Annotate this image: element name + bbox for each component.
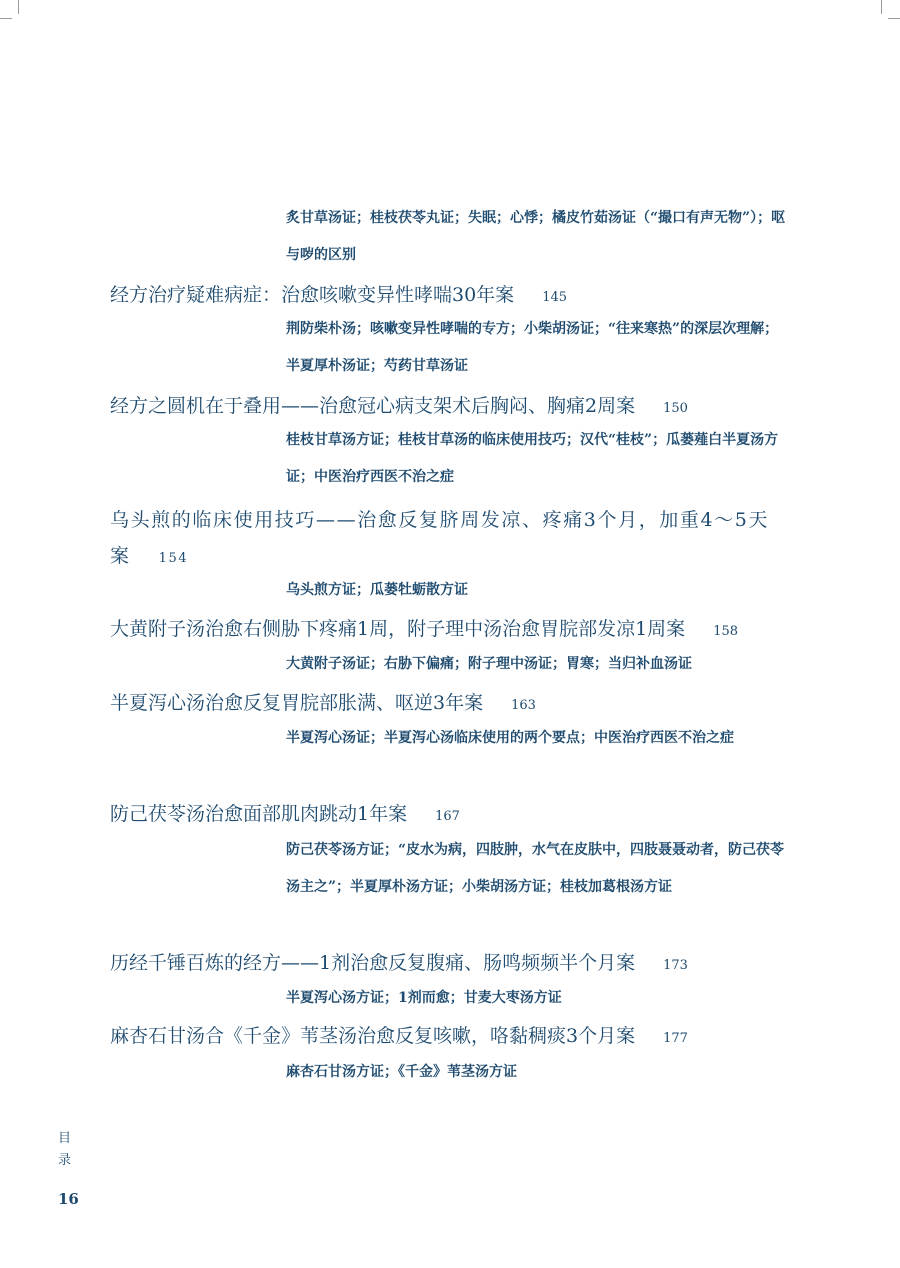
toc-page-number: 158: [713, 624, 739, 639]
toc-entry-title[interactable]: [110, 502, 788, 577]
toc-entry-title[interactable]: [110, 391, 788, 424]
toc-page-number: 145: [542, 290, 568, 305]
toc-page-number: 163: [511, 698, 536, 713]
toc-page-number: 150: [663, 401, 688, 416]
toc-entry-title-text: 半夏泻心汤治愈反复胃脘部胀满、呕逆3年案: [110, 692, 484, 714]
toc-entry-title[interactable]: [110, 614, 788, 647]
toc-entry-title[interactable]: [110, 1021, 788, 1054]
toc-entry-title-text: 大黄附子汤治愈右侧胁下疼痛1周，附子理中汤治愈胃脘部发凉1周案: [110, 618, 686, 640]
toc-sub-topics: 乌头煎方证；瓜蒌牡蛎散方证: [286, 582, 468, 598]
crop-mark: [18, 0, 19, 14]
crop-mark: [881, 0, 882, 14]
page-number: 16: [58, 1190, 79, 1208]
toc-entry-title[interactable]: [110, 688, 788, 721]
toc-page-number: 177: [663, 1031, 688, 1046]
toc-sub-topics: 桂枝甘草汤方证；桂枝甘草汤的临床使用技巧；汉代“桂枝”；瓜蒌薤白半夏汤方证；中医治疗西医不治之症: [286, 432, 779, 485]
crop-mark: [0, 18, 12, 19]
toc-entry-title-text: 麻杏石甘汤合《千金》苇茎汤治愈反复咳嗽，咯黏稠痰3个月案: [110, 1025, 636, 1047]
section-side-label: 目录: [58, 1131, 72, 1168]
toc-sub-topics: 麻杏石甘汤方证；《千金》苇茎汤方证: [286, 1064, 517, 1080]
toc-sub-topics: 防己茯苓汤方证；“皮水为病，四肢肿，水气在皮肤中，四肢聂聂动者，防己茯苓汤主之”；半夏厚朴汤方证；小柴胡汤方证；桂枝加葛根汤方证: [286, 842, 785, 895]
toc-page-number: 154: [158, 551, 189, 566]
toc-sub-topics: 大黄附子汤证；右胁下偏痛；附子理中汤证；胃寒；当归补血汤证: [286, 656, 692, 672]
toc-entry-title-text: 乌头煎的临床使用技巧——治愈反复脐周发凉、疼痛3个月，加重4～5天案: [110, 509, 770, 567]
toc-sub-topics: 半夏泻心汤方证；1剂而愈；甘麦大枣汤方证: [286, 990, 562, 1006]
toc-entry-title[interactable]: [110, 799, 788, 832]
toc-entry-title-text: 历经千锤百炼的经方——1剂治愈反复腹痛、肠鸣频频半个月案: [110, 952, 636, 974]
toc-sub-topics: 半夏泻心汤证；半夏泻心汤临床使用的两个要点；中医治疗西医不治之症: [286, 730, 734, 746]
toc-sub-topics: 炙甘草汤证；桂枝茯苓丸证；失眠；心悸；橘皮竹茹汤证（“撮口有声无物”）；呕与哕的区别: [286, 210, 786, 263]
crop-mark: [888, 18, 900, 19]
toc-page-number: 173: [663, 958, 688, 973]
toc-entry-title-text: 防己茯苓汤治愈面部肌肉跳动1年案: [110, 803, 408, 825]
toc-entry-title[interactable]: [110, 280, 788, 313]
toc-sub-topics: 荆防柴朴汤；咳嗽变异性哮喘的专方；小柴胡汤证；“往来寒热”的深层次理解；半夏厚朴汤证；芍药甘草汤证: [286, 321, 779, 374]
toc-page-number: 167: [435, 809, 460, 824]
toc-entry-title-text: 经方之圆机在于叠用——治愈冠心病支架术后胸闷、胸痛2周案: [110, 395, 636, 417]
toc-entry-title[interactable]: [110, 948, 788, 981]
toc-entry-title-text: 经方治疗疑难病症：治愈咳嗽变异性哮喘30年案: [110, 284, 515, 306]
